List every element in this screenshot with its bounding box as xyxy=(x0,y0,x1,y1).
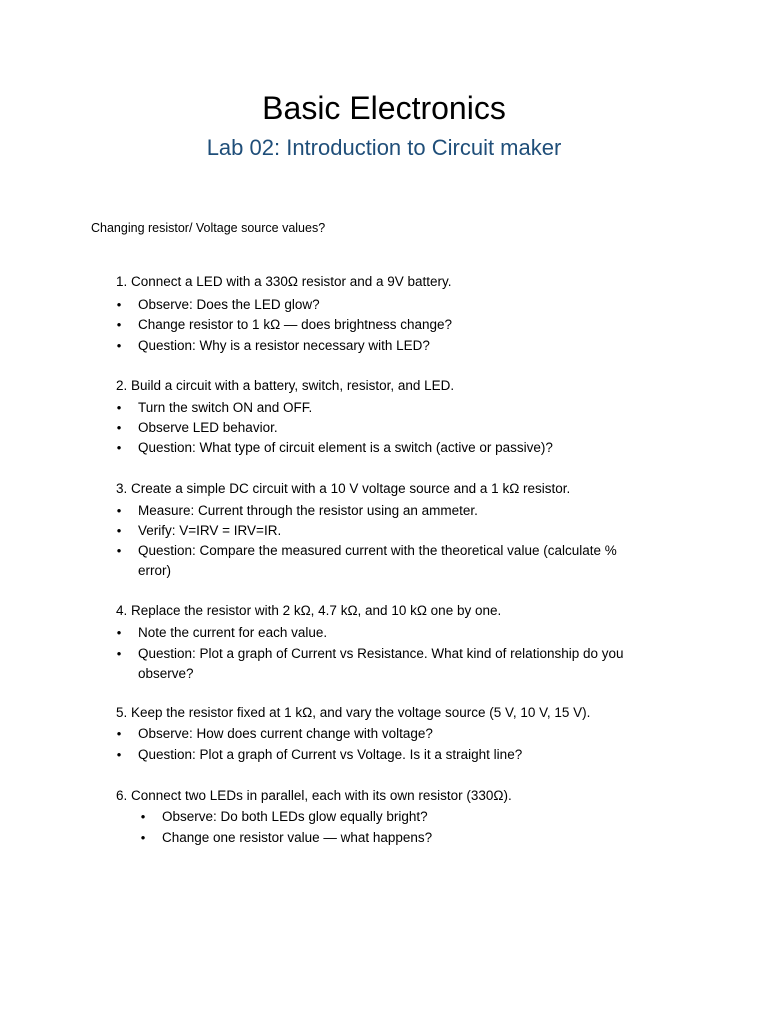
list-item-text: Question: Compare the measured current with the theoretical value (calculate % error) xyxy=(138,543,617,578)
bullet-icon: • xyxy=(116,625,122,640)
list-item-text: Observe: How does current change with voltage? xyxy=(138,726,433,741)
bullet-icon: • xyxy=(116,747,122,762)
task-heading: 6. Connect two LEDs in parallel, each with its own resistor (330Ω). xyxy=(116,788,512,803)
bullet-icon: • xyxy=(116,420,122,435)
list-item-text: Turn the switch ON and OFF. xyxy=(138,400,313,415)
bullet-icon: • xyxy=(116,440,122,455)
list-item-text: Question: What type of circuit element is a switch (active or passive)? xyxy=(138,440,553,455)
bullet-icon: • xyxy=(116,400,122,415)
task-heading: 1. Connect a LED with a 330Ω resistor and a 9V battery. xyxy=(116,274,452,289)
task-heading: 2. Build a circuit with a battery, switch, resistor, and LED. xyxy=(116,378,455,393)
list-item-text: Question: Plot a graph of Current vs Voltage. Is it a straight line? xyxy=(138,747,523,762)
intro-text: Changing resistor/ Voltage source values? xyxy=(91,221,326,235)
bullet-icon: • xyxy=(116,523,122,538)
bullet-icon: • xyxy=(116,297,122,312)
list-item-text: Change resistor to 1 kΩ — does brightness change? xyxy=(138,317,453,332)
bullet-icon: • xyxy=(140,809,146,824)
list-item-text: Observe: Does the LED glow? xyxy=(138,297,320,312)
list-item-text: Observe LED behavior. xyxy=(138,420,278,435)
bullet-icon: • xyxy=(116,646,122,661)
list-item-text: Observe: Do both LEDs glow equally bright? xyxy=(162,809,428,824)
page-subtitle: Lab 02: Introduction to Circuit maker xyxy=(206,135,562,160)
bullet-icon: • xyxy=(116,338,122,353)
list-item-text: Note the current for each value. xyxy=(138,625,328,640)
bullet-icon: • xyxy=(116,543,122,558)
list-item-text: Change one resistor value — what happens? xyxy=(162,830,433,845)
page-title: Basic Electronics xyxy=(262,90,506,126)
list-item-text: Verify: V=IRV = IRV=IR. xyxy=(138,523,282,538)
bullet-icon: • xyxy=(140,830,146,845)
task-heading: 4. Replace the resistor with 2 kΩ, 4.7 kΩ, and 10 kΩ one by one. xyxy=(116,603,502,618)
list-item-text: Question: Why is a resistor necessary with LED? xyxy=(138,338,430,353)
bullet-icon: • xyxy=(116,503,122,518)
task-heading: 3. Create a simple DC circuit with a 10 V voltage source and a 1 kΩ resistor. xyxy=(116,481,571,496)
task-heading: 5. Keep the resistor fixed at 1 kΩ, and vary the voltage source (5 V, 10 V, 15 V). xyxy=(116,705,591,720)
list-item-text: Measure: Current through the resistor using an ammeter. xyxy=(138,503,478,518)
list-item-text: Question: Plot a graph of Current vs Resistance. What kind of relationship do you observe? xyxy=(138,646,624,681)
bullet-icon: • xyxy=(116,317,122,332)
bullet-icon: • xyxy=(116,726,122,741)
